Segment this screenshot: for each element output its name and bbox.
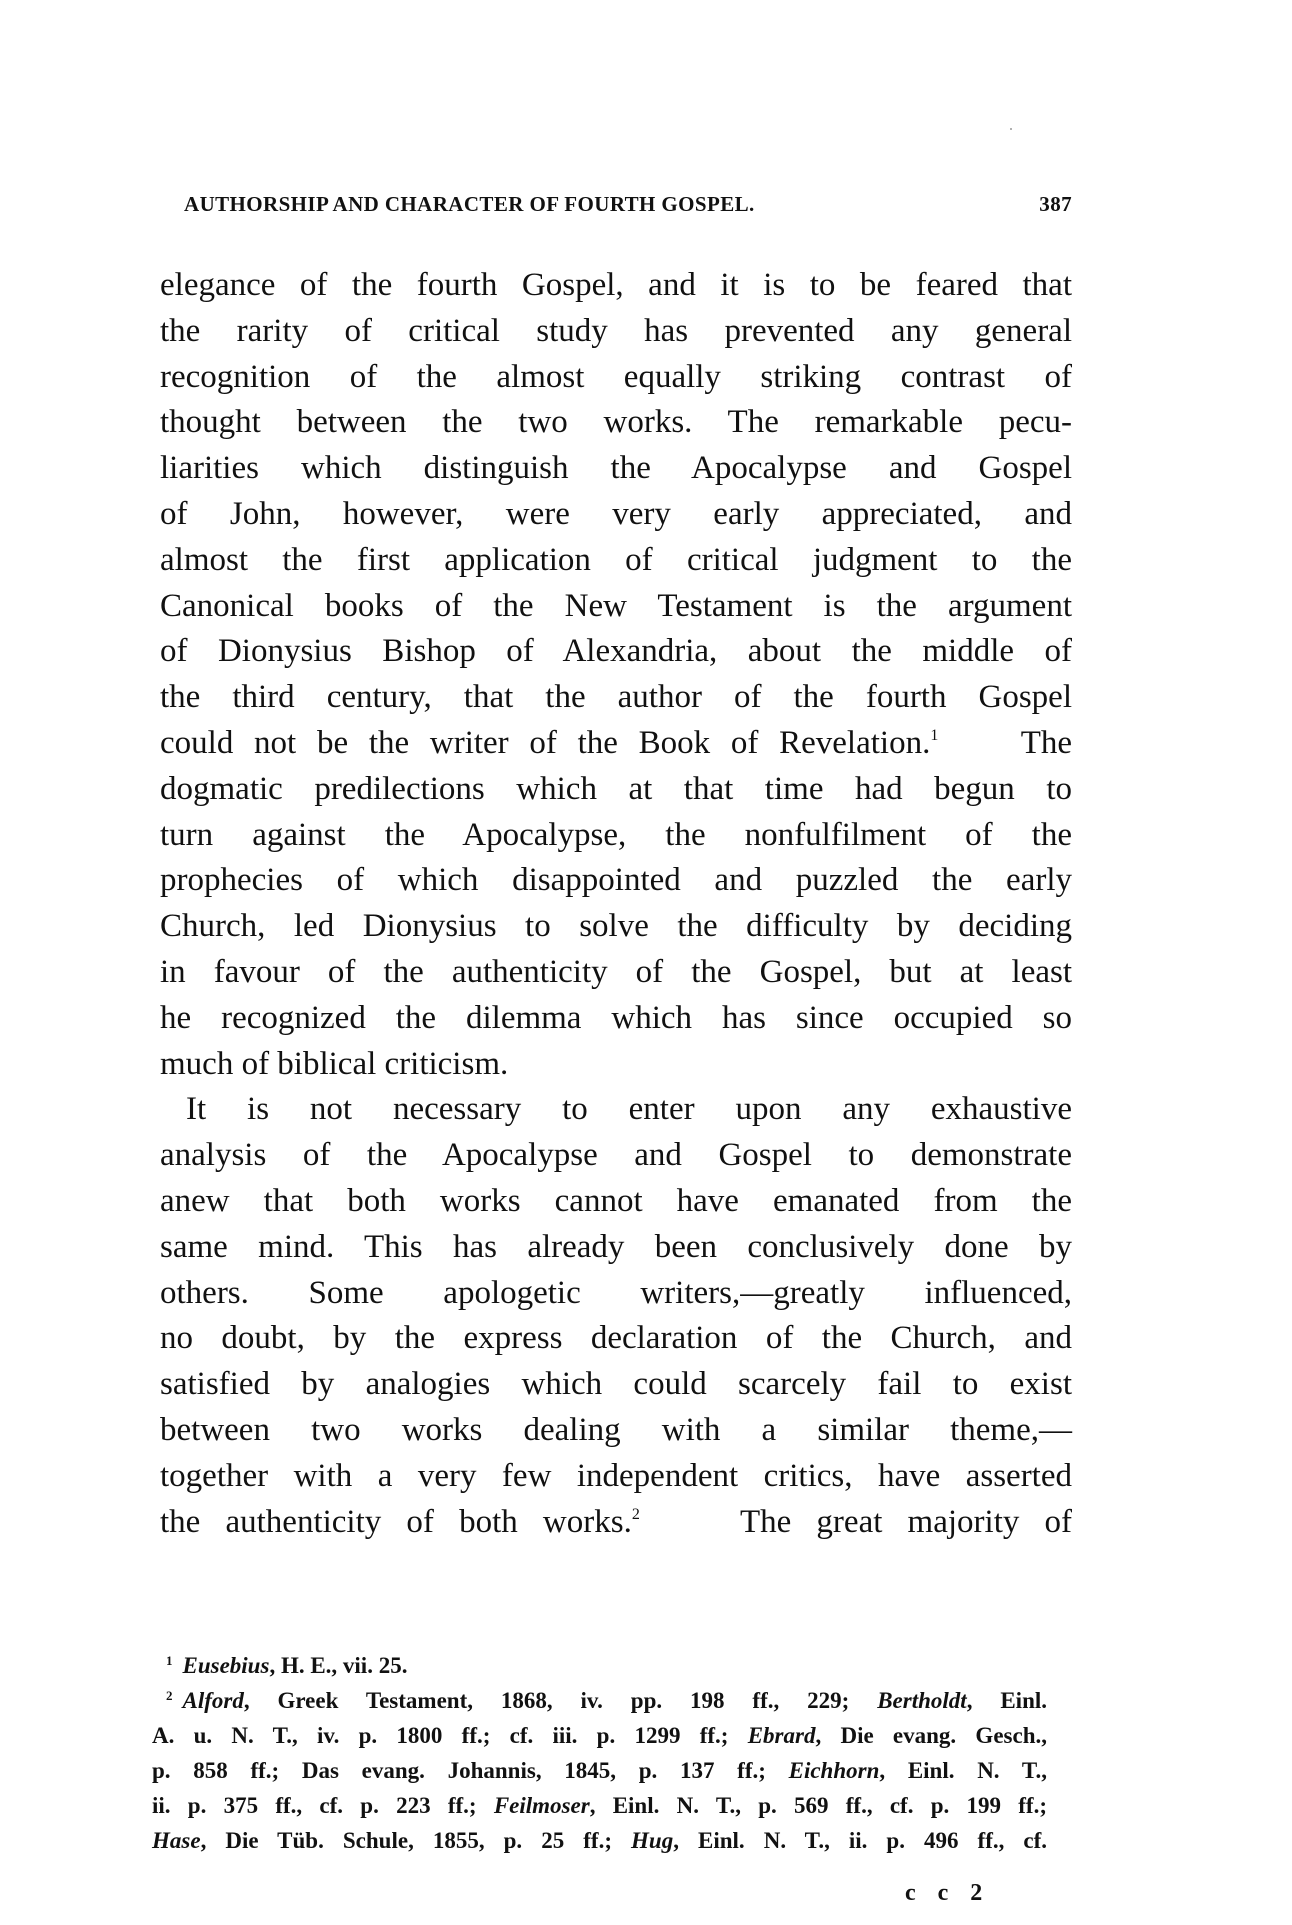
page-number: 387 (1039, 192, 1072, 216)
text-line: almost the first application of critical judgment to the (160, 541, 1072, 578)
footnote-2-line (152, 1718, 1047, 1753)
text-fragment: The (1020, 724, 1072, 761)
text-line: much of biblical criticism. (160, 1045, 509, 1082)
citation-text: , H. E., vii. 25. (269, 1653, 408, 1678)
cited-author: Ebrard (747, 1723, 816, 1748)
text-line: in favour of the authenticity of the Gospel, but at least (160, 953, 1072, 990)
footnote-mark: 2 (166, 1688, 173, 1703)
cited-author: Feilmoser (493, 1793, 590, 1818)
footnote-ref-2[interactable]: 2 (631, 1505, 640, 1523)
citation-text: , Greek Testament, 1868, iv. pp. 198 ff., 229; (243, 1688, 878, 1713)
text-line: Canonical books of the New Testament is the argument (160, 587, 1072, 624)
text-fragment: the authenticity of both works. (160, 1503, 632, 1540)
text-line: analysis of the Apocalypse and Gospel to demonstrate (160, 1137, 1072, 1174)
cited-author: Eichhorn (788, 1758, 880, 1783)
text-line: same mind. This has already been conclusively done by (160, 1228, 1072, 1265)
citation-text: , Einl. N. T., (879, 1758, 1047, 1783)
text-line: of John, however, were very early appreciated, and (160, 495, 1072, 532)
footnote-mark: 1 (166, 1653, 173, 1668)
citation-text: p. 858 ff.; Das evang. Johannis, 1845, p. 137 ff.; (152, 1758, 789, 1783)
text-line: the third century, that the author of the fourth Gospel (160, 679, 1072, 716)
footnote-ref-1[interactable]: 1 (930, 726, 939, 744)
text-line: prophecies of which disappointed and puzzled the early (160, 862, 1072, 899)
text-line (160, 721, 1072, 767)
citation-text: A. u. N. T., iv. p. 1800 ff.; cf. iii. p. 1299 ff.; (152, 1723, 748, 1748)
citation-text: , Die Tüb. Schule, 1855, p. 25 ff.; (200, 1828, 632, 1853)
text-line: liarities which distinguish the Apocalypse and Gospel (160, 450, 1072, 487)
cited-author: Hase (152, 1828, 201, 1853)
cited-author: Bertholdt (877, 1688, 967, 1713)
text-fragment: The great majority of (739, 1503, 1073, 1540)
footnote-2-line (152, 1753, 1047, 1788)
text-line: dogmatic predilections which at that time had begun to (160, 770, 1072, 807)
text-line: he recognized the dilemma which has since occupied so (160, 999, 1072, 1036)
citation-text: , Die evang. Gesch., (815, 1723, 1047, 1748)
signature-mark: c c 2 (905, 1880, 991, 1906)
text-line: between two works dealing with a similar theme,— (160, 1411, 1072, 1448)
text-fragment: could not be the writer of the Book of Revelation. (160, 724, 931, 761)
citation-text: , Einl. N. T., p. 569 ff., cf. p. 199 ff.; (589, 1793, 1047, 1818)
text-line: recognition of the almost equally striking contrast of (160, 358, 1072, 395)
cited-author: Alford (182, 1688, 244, 1713)
text-line: no doubt, by the express declaration of the Church, and (160, 1320, 1072, 1357)
text-line: the rarity of critical study has prevented any general (160, 312, 1072, 349)
text-line: of Dionysius Bishop of Alexandria, about the middle of (160, 633, 1072, 670)
citation-text: ii. p. 375 ff., cf. p. 223 ff.; (152, 1793, 494, 1818)
text-line: elegance of the fourth Gospel, and it is to be feared that (160, 267, 1072, 303)
citation-text: , Einl. N. T., ii. p. 496 ff., cf. (673, 1828, 1048, 1853)
citation-text: , Einl. (966, 1688, 1047, 1713)
body-text (160, 263, 1072, 1545)
running-head-title: AUTHORSHIP AND CHARACTER OF FOURTH GOSPEL. (184, 192, 755, 216)
text-line: satisfied by analogies which could scarcely fail to exist (160, 1366, 1072, 1403)
text-line: together with a very few independent critics, have asserted (160, 1457, 1072, 1494)
text-line: anew that both works cannot have emanated from the (160, 1182, 1072, 1219)
text-line: others. Some apologetic writers,—greatly influenced, (160, 1274, 1072, 1311)
text-line: turn against the Apocalypse, the nonfulfilment of the (160, 816, 1072, 853)
cited-author: Hug (631, 1828, 674, 1853)
footnote-2-line (152, 1788, 1047, 1823)
cited-author: Eusebius (182, 1653, 270, 1678)
footnote-1 (152, 1648, 1047, 1683)
footnotes (152, 1648, 1047, 1858)
text-line: Church, led Dionysius to solve the difficulty by deciding (160, 908, 1072, 945)
footnote-2 (152, 1683, 1047, 1718)
text-line: It is not necessary to enter upon any exhaustive (186, 1091, 1072, 1128)
running-head (184, 192, 1072, 220)
footnote-2-line (152, 1823, 1047, 1858)
text-line: thought between the two works. The remarkable pecu- (160, 404, 1072, 441)
scan-speck (1010, 128, 1012, 130)
text-line (160, 1500, 1072, 1546)
